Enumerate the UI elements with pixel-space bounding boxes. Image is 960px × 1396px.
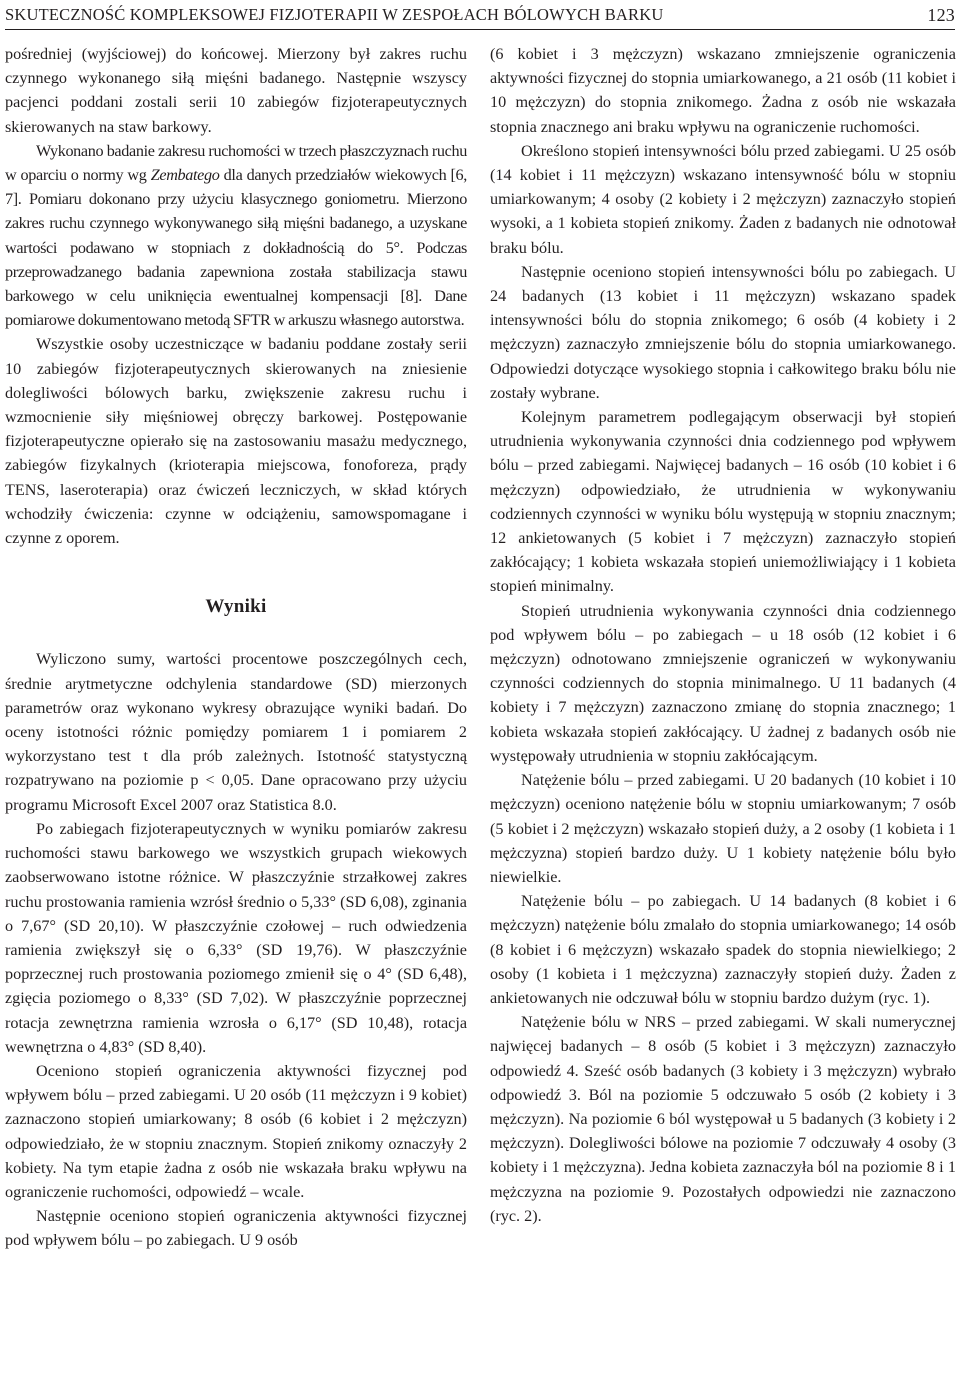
paragraph: Po zabiegach fizjoterapeutycznych w wyniku pomiarów zakresu ruchomości stawu barkowego we wszystkich grupach wiekowych zaobserwowano istotne różnice. W płaszczyźnie strzałkowej zakres ruchu prostowania ramienia wzrósł średnio o 5,33° (SD 6,08), zginania o 7,67° (SD 20,10). W płaszczyźnie czołowej – ruch odwiedzenia ramienia zwiększył się o 6,33° (SD 19,76). W płaszczyźnie poprzecznej ruch prostowania poziomego zmienił się o 4° (SD 6,48), zgięcia poziomego o 8,33° (SD 7,02). W płaszczyźnie poprzecznej rotacja zewnętrzna ramienia wzrosła o 6,17° (SD 10,48), rotacja wewnętrzna o 4,83° (SD 8,40).: [5, 819, 467, 1056]
paragraph: Określono stopień intensywności bólu przed zabiegami. U 25 osób (14 kobiet i 11 mężczyzn) wskazano intensywność bólu w stopniu umiarkowanym; 4 osoby (2 kobiety i 2 mężczyzn) zaznaczyło stopień wysoki, a 1 kobieta stopień znikomy. Żaden z badanych nie odnotował braku bólu.: [490, 141, 956, 257]
paragraph: Następnie oceniono stopień ograniczenia aktywności fizycznej pod wpływem bólu – po zabiegach. U 9 osób: [5, 1207, 467, 1250]
paragraph: Oceniono stopień ograniczenia aktywności fizycznej pod wpływem bólu – przed zabiegami. U 20 osób (11 mężczyzn i 9 kobiet) zaznaczono stopień umiarkowany; 8 osób (6 kobiet i 2 mężczyzn) odpowiedziało, że w stopniu znacznym. Stopień znikomy oznaczyły 2 kobiety. Na tym etapie żadna z osób nie wskazała braku wpływu na ograniczenie ruchomości, odpowiedź – wcale.: [5, 1061, 467, 1201]
section-heading: Wyniki: [205, 596, 267, 618]
left-column: [5, 42, 467, 1253]
paragraph: Natężenie bólu – przed zabiegami. U 20 badanych (10 kobiet i 10 mężczyzn) oceniono natężenie bólu w stopniu umiarkowanym; 7 osób (5 kobiet i 2 mężczyzn) wskazało stopień duży, a 2 osoby (1 kobieta i 1 mężczyzna) stopień bardzo duży. U 1 kobiety natężenie bólu było niewielkie.: [490, 771, 956, 886]
cited-author: Zembatego: [150, 166, 220, 185]
paragraph-text: Wykonano badanie zakresu ruchomości w trzech płaszczyznach ruchu w oparciu o normy wg: [5, 141, 467, 185]
paragraph: [5, 139, 467, 333]
paragraph: Stopień utrudnienia wykonywania czynności dnia codziennego pod wpływem bólu – po zabiegach – u 18 osób (12 kobiet i 6 mężczyzn) odnotowano zmniejszenie ograniczeń w wykonywaniu czynności codziennych do stopnia minimalnego. U 11 badanych (4 kobiety i 7 mężczyzn) zaznaczono zmianę do stopnia znacznego; 1 kobieta wskazała stopień zakłócający. U żadnej z badanych osób nie występowały utrudnienia w stopniu zakłócającym.: [490, 601, 956, 765]
paragraph: Natężenie bólu w NRS – przed zabiegami. W skali numerycznej najwięcej badanych – 8 osób (5 kobiet i 3 mężczyzn) zaznaczyło odpowiedź 4. Sześć osób badanych (3 kobiety i 3 mężczyzn) wybrało odpowiedź 3. Ból na poziomie 5 odczuwało 5 osób (2 kobiety i 3 mężczyzn). Na poziomie 6 ból występował u 5 badanych (3 kobiety i 2 mężczyzn). Dolegliwości bólowe na poziomie 7 odczuwały 4 osoby (3 kobiety i 1 mężczyzna). Jedna kobieta zaznaczyła ból na poziomie 8 i 1 mężczyzna na poziomie 9. Pozostałych odpowiedzi nie zaznaczono (ryc. 2).: [490, 1013, 956, 1225]
running-title: SKUTECZNOŚĆ KOMPLEKSOWEJ FIZJOTERAPII W ZESPOŁACH BÓLOWYCH BARKU: [5, 5, 664, 24]
paragraph: Następnie oceniono stopień intensywności bólu po zabiegach. U 24 badanych (13 kobiet i 11 mężczyzn) wskazano spadek intensywności bólu do stopnia znikomego; 6 osób (4 kobiety i 2 mężczyzn) zaznaczyło zmniejszenie bólu do stopnia umiarkowanego. Odpowiedzi dotyczące wysokiego stopnia i całkowitego braku bólu nie zostały wybrane.: [490, 262, 956, 402]
paragraph: pośredniej (wyjściowej) do końcowej. Mierzony był zakres ruchu czynnego wykonanego siłą mięśni badanego. Następnie wszyscy pacjenci poddani zostali serii 10 zabiegów fizjoterapeutycznych skierowanych na staw barkowy.: [5, 45, 467, 136]
paragraph: Kolejnym parametrem podlegającym obserwacji był stopień utrudnienia wykonywania czynności dnia codziennego pod wpływem bólu – przed zabiegami. Najwięcej badanych – 16 osób (10 kobiet i 6 mężczyzn) odpowiedziało, że utrudnienia w wykonywaniu codziennych czynności w wyniku bólu występują w stopniu znacznym; 12 ankietowanych (5 kobiet i 7 mężczyzn) zaznaczyło stopień zakłócający; 1 kobieta wskazała stopień uniemożliwiający i 1 kobieta stopień minimalny.: [490, 408, 956, 596]
paragraph: Wszystkie osoby uczestniczące w badaniu poddane zostały serii 10 zabiegów fizjoterapeutycznych skierowanych na zniesienie dolegliwości bólowych barku, zwiększenie zakresu ruchu i wzmocnienie siły mięśniowej obręczy barkowej. Postępowanie fizjoterapeutyczne opierało się na zastosowaniu masażu medycznego, zabiegów fizykalnych (krioterapia miejscowa, fonoforeza, prądy TENS, laseroterapia) oraz ćwiczeń leczniczych, w skład których wchodziły ćwiczenia: czynne w odciążeniu, samowspomagane i czynne z oporem.: [5, 335, 467, 548]
running-header: [5, 3, 955, 30]
paragraph: Wyliczono sumy, wartości procentowe poszczególnych cech, średnie arytmetyczne odchylenia standardowe (SD) mierzonych parametrów oraz wykonano wykresy obrazujące wyniki badań. Do oceny istotności różnic pomiędzy pomiarem 1 i pomiarem 2 wykorzystano test t dla prób zależnych. Istotność statystyczną rozpatrywano na poziomie p < 0,05. Dane opracowano przy użyciu programu Microsoft Excel 2007 oraz Statistica 8.0.: [5, 650, 467, 814]
page-number: 123: [927, 5, 955, 25]
right-column: [490, 42, 956, 1228]
paragraph: Natężenie bólu – po zabiegach. U 14 badanych (8 kobiet i 6 mężczyzn) natężenie bólu zmalało do stopnia umiarkowanego; 14 osób (8 kobiet i 6 mężczyzn) wskazało spadek do stopnia niewielkiego; 2 osoby (1 kobieta i 1 mężczyzna) zaznaczyły stopień duży. Żaden z ankietowanych nie odczuwał bólu w stopniu bardzo dużym (ryc. 1).: [490, 892, 956, 1007]
paragraph-text: dla danych przedziałów wiekowych [6, 7]. Pomiaru dokonano przy użyciu klasycznego goniometru. Mierzono zakres ruchu czynnego wykonywanego siłą mięśni badanego, a uzyskane wartości podawano w stopniach z dokładnością do 5°. Podczas przeprowadzanego badania zapewniona została stabilizacja stawu barkowego w celu uniknięcia ewentualnej kompensacji [8]. Dane pomiarowe dokumentowano metodą SFTR w arkuszu własnego autorstwa.: [5, 166, 467, 330]
paragraph: (6 kobiet i 3 mężczyzn) wskazano zmniejszenie ograniczenia aktywności fizycznej do stopnia umiarkowanego, a 21 osób (11 kobiet i 10 mężczyzn) do stopnia znikomego. Żadna z osób nie wskazała stopnia znacznego ani braku wpływu na ograniczenie ruchomości.: [490, 45, 956, 136]
